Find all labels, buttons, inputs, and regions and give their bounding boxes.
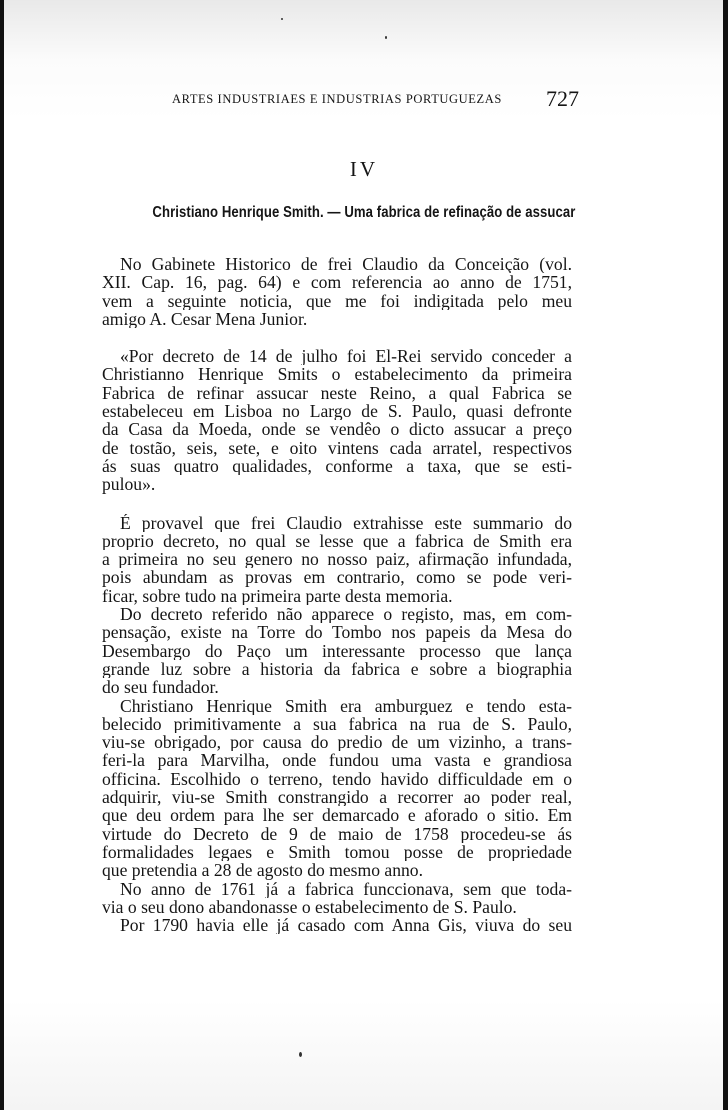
text-line: belecido primitivamente a sua fabrica na rua de S. Paulo, <box>102 714 572 734</box>
text-line: Desembargo do Paço um interessante processo que lança <box>102 641 572 660</box>
text-line: Christianno Henrique Smits o estabelecimento da primeira <box>102 365 572 384</box>
text-line: pensação, existe na Torre do Tombo nos papeis da Mesa do <box>102 623 572 642</box>
text-line: viu-se obrigado, por causa do predio de um vizinho, a trans- <box>102 733 572 752</box>
text-line: ás suas quatro qualidades, conforme a taxa, que se esti- <box>102 456 572 476</box>
paragraph <box>102 697 572 880</box>
text-line: feri-la para Marvilha, onde fundou uma vasta e grandiosa <box>102 751 572 770</box>
scan-speck <box>281 18 283 20</box>
text-line: Fabrica de refinar assucar neste Reino, a qual Fabrica se <box>102 383 572 403</box>
text-line: Do decreto referido não apparece o registo, mas, em com- <box>120 605 572 624</box>
text-line: proprio decreto, no qual se lesse que a fabrica de Smith era <box>102 531 572 551</box>
paragraph <box>102 605 572 696</box>
text-line: adquirir, viu-se Smith constrangido a recorrer ao poder real, <box>102 788 572 807</box>
text-line: No anno de 1761 já a fabrica funccionava, sem que toda- <box>120 879 572 898</box>
paragraph <box>102 347 572 493</box>
text-line: grande luz sobre a historia da fabrica e sobre a biographia <box>102 659 572 679</box>
text-line: Por 1790 havia elle já casado com Anna Gis, viuva do seu <box>120 916 572 935</box>
page-number: 727 <box>546 86 579 111</box>
paragraph <box>102 255 572 328</box>
text-line: XII. Cap. 16, pag. 64) e com referencia ao anno de 1751, <box>102 273 572 292</box>
text-line: pulou». <box>102 475 156 494</box>
paragraph <box>102 880 572 917</box>
body-text <box>102 255 572 934</box>
section-heading: Christiano Henrique Smith. — Uma fabrica de refinação de assucar <box>152 204 576 221</box>
text-line: ficar, sobre tudo na primeira parte desta memoria. <box>102 586 453 606</box>
running-head: ARTES INDUSTRIAES E INDUSTRIAS PORTUGUEZAS <box>172 92 502 106</box>
text-line: officina. Escolhido o terreno, tendo havido difficuldade em o <box>102 769 572 789</box>
text-line: pois abundam as provas em contrario, como se pode veri- <box>102 568 572 587</box>
text-line: «Por decreto de 14 de julho foi El-Rei servido conceder a <box>120 347 572 366</box>
text-line: do seu fundador. <box>102 678 219 697</box>
text-line: via o seu dono abandonasse o estabelecimento de S. Paulo. <box>102 897 517 917</box>
text-line: a primeira no seu genero no nosso paiz, afirmação infundada, <box>102 550 572 569</box>
text-line: formalidades legaes e Smith tomou posse de propriedade <box>102 842 572 862</box>
text-line: vem a seguinte noticia, que me foi indigitada pelo meu <box>102 291 572 310</box>
text-line: da Casa da Moeda, onde se vendêo o dicto assucar a preço <box>102 420 572 439</box>
chapter-number: IV <box>349 157 379 181</box>
text-line: É provavel que frei Claudio extrahisse este summario do <box>120 513 572 532</box>
scan-speck <box>385 36 387 39</box>
scan-speck <box>299 1052 302 1057</box>
text-line: virtude do Decreto de 9 de maio de 1758 procedeu-se ás <box>102 824 572 843</box>
text-line: estabeleceu em Lisboa no Largo de S. Paulo, quasi defronte <box>102 402 572 421</box>
text-line: que deu ordem para lhe ser demarcado e aforado o sitio. Em <box>102 806 572 825</box>
text-line: Christiano Henrique Smith era amburguez e tendo esta- <box>120 696 572 715</box>
text-line: amigo A. Cesar Mena Junior. <box>102 309 308 329</box>
paragraph <box>102 514 572 605</box>
paragraph <box>102 916 572 934</box>
text-line: de tostão, seis, sete, e oito vintens cada arratel, respectivos <box>102 438 572 457</box>
text-line: que pretendia a 28 de agosto do mesmo anno. <box>102 861 424 880</box>
text-line: No Gabinete Historico de frei Claudio da Conceição (vol. <box>120 255 572 274</box>
